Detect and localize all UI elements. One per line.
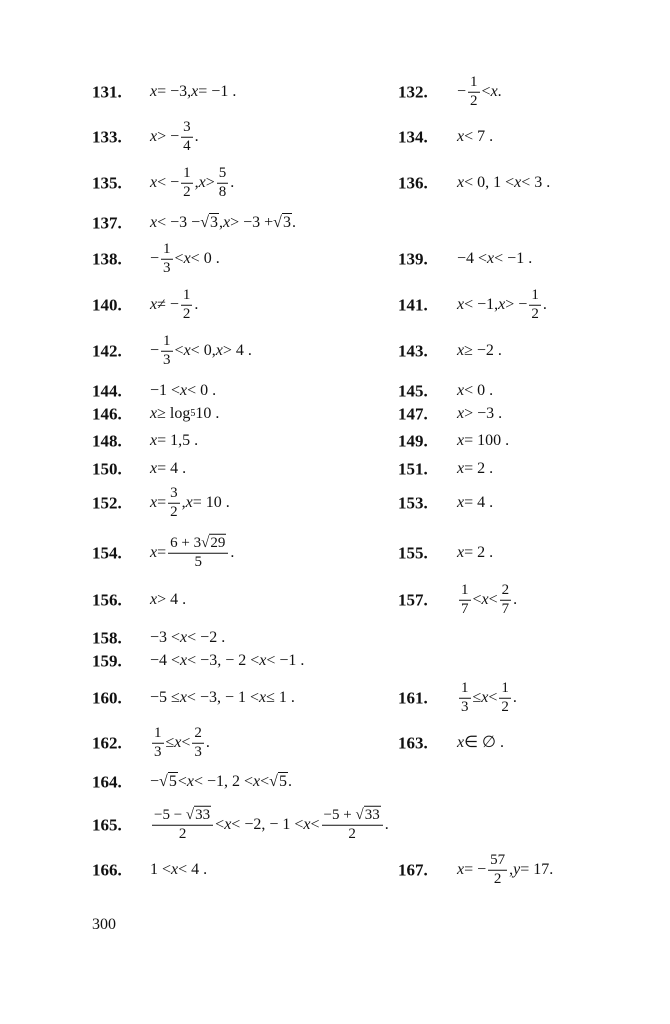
square-root: √29: [201, 534, 226, 551]
answer: x > − $\frac{3}{4}$ .: [150, 118, 199, 154]
answer: x ≥ −2 .: [457, 342, 502, 359]
problem-number: 131.: [92, 82, 122, 102]
problem-number: 167.: [398, 860, 428, 880]
answer-row: [0, 332, 670, 368]
answer-row: [0, 581, 670, 617]
fraction: $\frac{2}{3}$: [194, 724, 202, 760]
problem-number: 159.: [92, 651, 122, 671]
problem-number: 165.: [92, 815, 122, 835]
problem-number: 147.: [398, 404, 428, 424]
problem-number: 132.: [398, 82, 428, 102]
problem-number: 145.: [398, 381, 428, 401]
problem-number: 142.: [92, 341, 122, 361]
problem-number: 134.: [398, 127, 428, 147]
answer-row: [0, 534, 670, 570]
answer: x < 7 .: [457, 128, 494, 145]
answer: −5 ≤ x < −3, − 1 < x ≤ 1 .: [150, 689, 295, 706]
answer-row: [0, 118, 670, 154]
problem-number: 136.: [398, 173, 428, 193]
problem-number: 148.: [92, 431, 122, 451]
answer: − √5 < x < −1, 2 < x < √5 .: [150, 773, 292, 790]
answer-row: [0, 459, 670, 479]
answer-row: [0, 431, 670, 451]
answer: x ∈ ∅ .: [457, 734, 504, 751]
problem-number: 141.: [398, 295, 428, 315]
answer: $\frac{1}{3}$ ≤ x < $\frac{2}{3}$ .: [154, 724, 210, 760]
square-root: √5: [159, 773, 177, 790]
answer: $\frac{1}{7}$ < x < $\frac{2}{7}$ .: [461, 581, 518, 617]
problem-number: 149.: [398, 431, 428, 451]
answer-row: [0, 806, 670, 842]
problem-number: 155.: [398, 543, 428, 563]
problem-number: 158.: [92, 628, 122, 648]
answer: x = $\frac{3}{2}$ , x = 10 .: [150, 484, 230, 520]
answer: − $\frac{1}{3}$ < x < 0 .: [150, 240, 220, 276]
problem-number: 146.: [92, 404, 122, 424]
fraction: $\frac{1}{2}$: [182, 286, 191, 322]
problem-number: 161.: [398, 688, 428, 708]
answer: x = $\frac{6 + 3√29}{5}$ .: [150, 534, 235, 570]
problem-number: 160.: [92, 688, 122, 708]
problem-number: 154.: [92, 543, 122, 563]
answer: − $\frac{1}{3}$ < x < 0, x > 4 .: [150, 332, 252, 368]
answer: x < 0 .: [457, 382, 494, 399]
answer: 1 < x < 4 .: [150, 861, 208, 878]
answer: x < −1, x > − $\frac{1}{2}$ .: [457, 286, 547, 322]
fraction: $\frac{-5 + √33}{2}$: [322, 808, 383, 843]
answer: x = 1,5 .: [150, 432, 199, 449]
answer: x > −3 .: [457, 405, 503, 422]
problem-number: 166.: [92, 860, 122, 880]
fraction: $\frac{5}{8}$: [218, 164, 227, 200]
page-number: 300: [92, 916, 116, 933]
fraction: $\frac{1}{3}$: [461, 679, 469, 715]
fraction: $\frac{1}{2}$: [183, 164, 191, 200]
problem-number: 153.: [398, 493, 428, 513]
answer: $\frac{1}{3}$ ≤ x < $\frac{1}{2}$ .: [461, 679, 517, 715]
answer: x < 0, 1 < x < 3 .: [457, 174, 551, 191]
answer: x ≠ − $\frac{1}{2}$ .: [150, 286, 199, 322]
answer: −3 < x < −2 .: [150, 629, 226, 646]
fraction: $\frac{3}{2}$: [170, 484, 178, 520]
answer-row: [0, 651, 670, 671]
problem-number: 144.: [92, 381, 122, 401]
fraction: $\frac{-5 - √33}{2}$: [152, 808, 213, 843]
answer-row: [0, 724, 670, 760]
problem-number: 138.: [92, 249, 122, 269]
answer: x = 4 .: [457, 494, 494, 511]
fraction: $\frac{1}{2}$: [470, 73, 478, 109]
answer: x = 4 .: [150, 460, 187, 477]
answer: x > 4 .: [150, 591, 187, 608]
problem-number: 150.: [92, 459, 122, 479]
square-root: √33: [185, 806, 211, 823]
answer: x < − $\frac{1}{2}$ , x > $\frac{5}{8}$ .: [150, 164, 235, 200]
answer-row: [0, 213, 670, 233]
fraction: $\frac{2}{7}$: [501, 581, 510, 617]
problem-number: 140.: [92, 295, 122, 315]
answer: x = 2 .: [457, 460, 494, 477]
problem-number: 156.: [92, 590, 122, 610]
problem-number: 135.: [92, 173, 122, 193]
square-root: √33: [355, 806, 380, 823]
answer-row: [0, 851, 670, 887]
answer: x = − $\frac{57}{2}$ , y = 17.: [457, 851, 554, 887]
answer: x < −3 − √3 , x > −3 + √3 .: [150, 214, 296, 231]
square-root: √3: [200, 214, 218, 231]
answer: x = −3, x = −1 .: [150, 83, 237, 100]
answer-row: [0, 772, 670, 792]
problem-number: 137.: [92, 213, 122, 233]
answer-row: [0, 164, 670, 200]
problem-number: 151.: [398, 459, 428, 479]
problem-number: 152.: [92, 493, 122, 513]
answer-row: [0, 484, 670, 520]
answer: −4 < x < −1 .: [457, 250, 533, 267]
answer: x ≥ log 5 10 .: [150, 405, 220, 422]
fraction: $\frac{1}{3}$: [163, 240, 171, 276]
square-root: √5: [269, 773, 287, 790]
answer: − $\frac{1}{2}$ < x .: [457, 73, 502, 109]
problem-number: 157.: [398, 590, 428, 610]
answer: −1 < x < 0 .: [150, 382, 217, 399]
fraction: $\frac{1}{3}$: [163, 332, 171, 368]
problem-number: 162.: [92, 733, 122, 753]
answer-row: [0, 404, 670, 424]
answer: x = 100 .: [457, 432, 510, 449]
fraction: $\frac{1}{2}$: [501, 679, 509, 715]
problem-number: 163.: [398, 733, 428, 753]
fraction: $\frac{57}{2}$: [490, 851, 506, 887]
answer-row: [0, 73, 670, 109]
answer-row: [0, 679, 670, 715]
answer: −4 < x < −3, − 2 < x < −1 .: [150, 652, 305, 669]
answer-row: [0, 628, 670, 648]
problem-number: 143.: [398, 341, 428, 361]
answer-row: [0, 286, 670, 322]
answer-row: [0, 381, 670, 401]
fraction: $\frac{1}{2}$: [531, 286, 539, 322]
answer: $\frac{-5 - √33}{2}$ < x < −2, − 1 < x < $\frac{-5 + √33}{2}$ .: [154, 806, 389, 842]
problem-number: 133.: [92, 127, 122, 147]
square-root: √3: [273, 214, 291, 231]
answer: x = 2 .: [457, 544, 494, 561]
fraction: $\frac{1}{3}$: [154, 724, 162, 760]
fraction: $\frac{6 + 3√29}{5}$: [168, 536, 228, 571]
problem-number: 164.: [92, 772, 122, 792]
answer-row: [0, 240, 670, 276]
problem-number: 139.: [398, 249, 428, 269]
fraction: $\frac{1}{7}$: [461, 581, 469, 617]
fraction: $\frac{3}{4}$: [183, 118, 191, 154]
